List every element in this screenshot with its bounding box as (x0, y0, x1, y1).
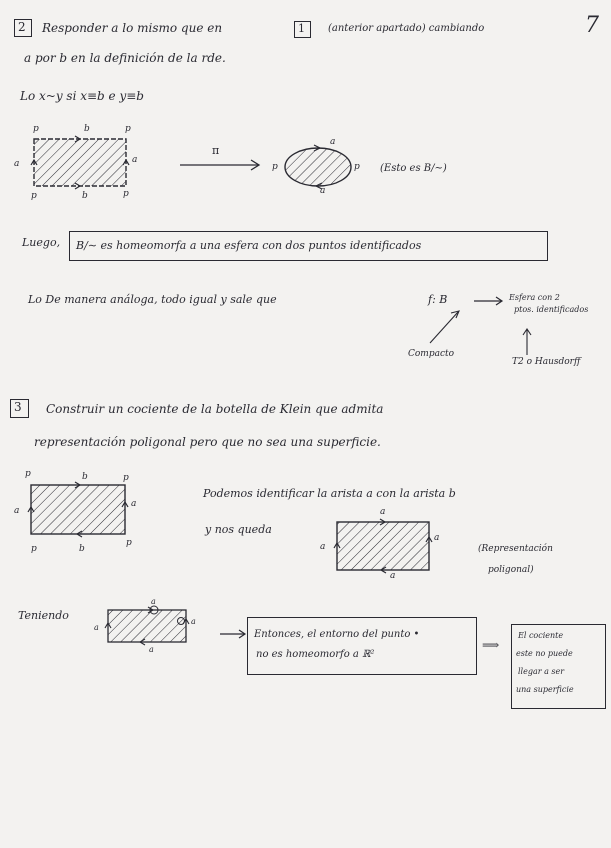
exercise-2-statement-a: Responder a lo mismo que en (42, 21, 223, 35)
fig3-edge-a-bottom: a (390, 571, 396, 581)
fig2-edge-b-top: b (82, 472, 88, 482)
fig4-edge-a-top: a (151, 597, 156, 606)
implies-arrow: ⟹ (482, 638, 500, 652)
fig2-edge-a-right: a (131, 499, 137, 509)
fig3-edge-a-top: a (380, 507, 386, 517)
reference-number: 1 (298, 22, 305, 35)
remains-text: y nos queda (205, 523, 272, 536)
quotient-note: (Esto es B/∼) (380, 163, 447, 174)
fig1-ellipse-p-left: p (272, 162, 278, 172)
fig2-vertex-p-bl: p (31, 544, 37, 554)
fig1-edge-a-left: a (14, 159, 20, 169)
polygonal-note-line2: poligonal) (488, 565, 534, 575)
exercise-2-statement-b: (anterior apartado) cambiando (328, 23, 485, 34)
conclusion-text: B/∼ es homeomorfa a una esfera con dos puntos identificados (76, 239, 422, 252)
fig1-ellipse-p-right: p (354, 162, 360, 172)
fig1-vertex-p-bl: p (31, 191, 37, 201)
fig1-vertex-p-br: p (123, 189, 129, 199)
fig4-edge-a-right: a (191, 617, 196, 626)
conclusion-prefix: Luego, (22, 236, 61, 249)
fig3-edge-a-right: a (434, 533, 440, 543)
fig1-vertex-p-tr: p (125, 124, 131, 134)
fig1-ellipse-a-bottom: a (320, 186, 326, 196)
neighborhood-line1: Entonces, el entorno del punto • (254, 629, 420, 640)
fig4-edge-a-bottom: a (149, 645, 154, 654)
fig2-vertex-p-tl: p (25, 469, 31, 479)
projection-pi-label: π (212, 144, 220, 157)
polygonal-note-line1: (Representación (478, 544, 553, 554)
neighborhood-line2: no es homeomorfo a ℝ² (256, 649, 375, 660)
fig2-edge-a-left: a (14, 506, 20, 516)
fig1-ellipse-a-top: a (330, 137, 336, 147)
final-line-3: llegar a ser (518, 667, 565, 676)
map-f: f: B (428, 293, 448, 306)
relation-definition: Lo x~y si x≡b e y≡b (20, 89, 144, 103)
fig3-edge-a-left: a (320, 542, 326, 552)
exercise-3-number: 3 (14, 400, 22, 414)
fig1-edge-a-right: a (132, 155, 138, 165)
hausdorff-label: T2 o Hausdorff (512, 357, 581, 367)
analogous-statement: Lo De manera análoga, todo igual y sale que (28, 293, 277, 306)
fig2-vertex-p-br: p (126, 538, 132, 548)
exercise-3-statement-line1: Construir un cociente de la botella de Klein que admita (46, 402, 384, 416)
having-text: Teniendo (18, 609, 69, 622)
exercise-3-statement-line2: representación poligonal pero que no sea una superficie. (34, 435, 381, 449)
margin-mark: 7 (585, 13, 599, 38)
sphere-target-line1: Esfera con 2 (509, 293, 560, 302)
sphere-target-line2: ptos. identificados (514, 305, 589, 314)
fig1-vertex-p-tl: p (33, 124, 39, 134)
final-line-1: El cociente (518, 631, 564, 640)
fig1-edge-b-top: b (84, 124, 90, 134)
compact-label: Compacto (408, 349, 455, 359)
exercise-2-number: 2 (18, 20, 26, 34)
fig2-vertex-p-tr: p (123, 473, 129, 483)
fig1-edge-b-bottom: b (82, 191, 88, 201)
fig4-edge-a-left: a (94, 623, 99, 632)
identify-edges-text: Podemos identificar la arista a con la arista b (203, 487, 456, 500)
final-line-4: una superficie (516, 685, 574, 694)
fig2-edge-b-bottom: b (79, 544, 85, 554)
neighborhood-box (247, 617, 477, 675)
final-line-2: este no puede (516, 649, 573, 658)
exercise-2-statement-line2: a por b en la definición de la rde. (24, 51, 226, 65)
